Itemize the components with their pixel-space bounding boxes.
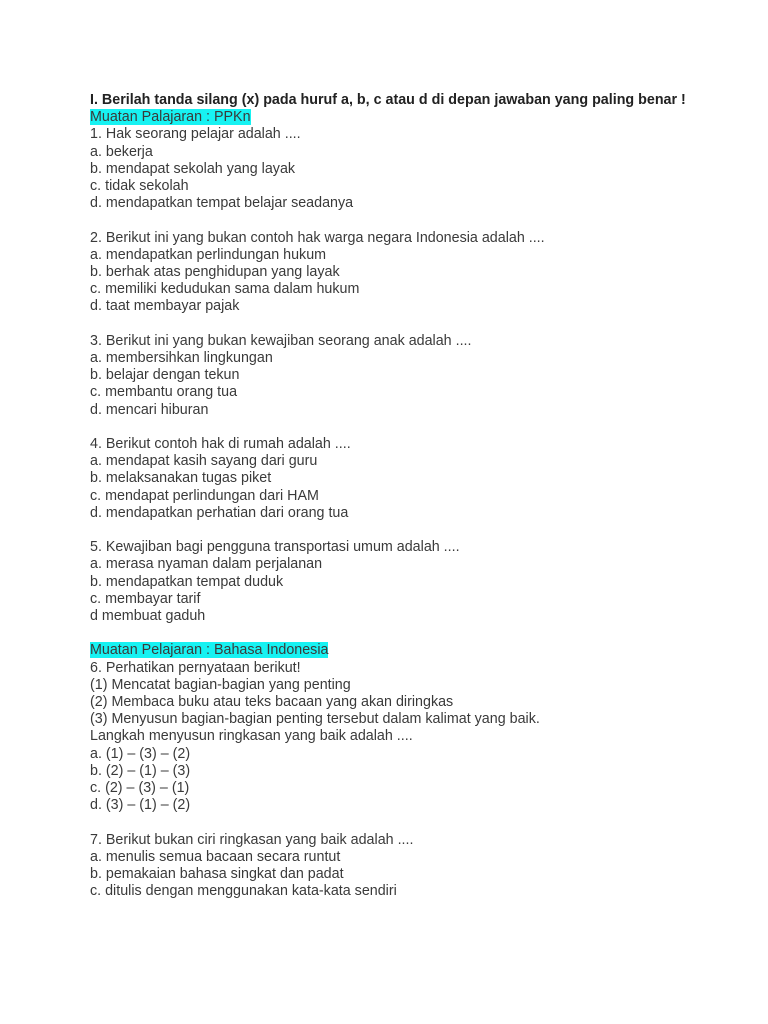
- question-text: 1. Hak seorang pelajar adalah ....: [90, 126, 301, 143]
- answer-option: b. melaksanakan tugas piket: [90, 470, 272, 487]
- answer-option: b. pemakaian bahasa singkat dan padat: [90, 866, 344, 883]
- question-1: [90, 126, 750, 212]
- answer-option: d. mendapatkan tempat belajar seadanya: [90, 195, 354, 212]
- answer-option: c. ditulis dengan menggunakan kata-kata sendiri: [90, 883, 397, 900]
- spacer: [90, 316, 750, 333]
- spacer: [90, 625, 750, 642]
- answer-option: c. membantu orang tua: [90, 384, 238, 401]
- question-4: [90, 436, 750, 522]
- answer-option: a. merasa nyaman dalam perjalanan: [90, 556, 323, 573]
- answer-option: d. mencari hiburan: [90, 401, 209, 418]
- answer-option: b. berhak atas penghidupan yang layak: [90, 264, 340, 281]
- answer-option: b. mendapat sekolah yang layak: [90, 160, 296, 177]
- answer-option: c. membayar tarif: [90, 590, 201, 607]
- answer-option: c. (2) – (3) – (1): [90, 780, 190, 797]
- question-text: 2. Berikut ini yang bukan contoh hak warga negara Indonesia adalah ....: [90, 229, 545, 246]
- answer-option: a. menulis semua bacaan secara runtut: [90, 848, 341, 865]
- answer-option: a. bekerja: [90, 143, 153, 160]
- answer-option: a. membersihkan lingkungan: [90, 350, 273, 367]
- statement-line: (1) Mencatat bagian-bagian yang penting: [90, 676, 351, 693]
- answer-option: a. mendapat kasih sayang dari guru: [90, 453, 318, 470]
- answer-option: a. mendapatkan perlindungan hukum: [90, 246, 327, 263]
- answer-option: a. (1) – (3) – (2): [90, 745, 191, 762]
- question-3: [90, 333, 750, 419]
- answer-option: c. mendapat perlindungan dari HAM: [90, 487, 319, 504]
- spacer: [90, 814, 750, 831]
- question-6: [90, 660, 750, 815]
- question-text: 4. Berikut contoh hak di rumah adalah ....: [90, 436, 351, 453]
- answer-option: b. belajar dengan tekun: [90, 367, 240, 384]
- answer-option: d. mendapatkan perhatian dari orang tua: [90, 504, 349, 521]
- answer-option: d. (3) – (1) – (2): [90, 797, 191, 814]
- spacer: [90, 212, 750, 229]
- question-5: [90, 539, 750, 625]
- question-text: 6. Perhatikan pernyataan berikut!: [90, 659, 301, 676]
- question-2: [90, 230, 750, 316]
- question-text: 7. Berikut bukan ciri ringkasan yang baik adalah ....: [90, 831, 414, 848]
- answer-option: b. (2) – (1) – (3): [90, 762, 191, 779]
- spacer: [90, 419, 750, 436]
- subject-highlight: Muatan Palajaran : PPKn: [90, 109, 251, 126]
- question-text: 5. Kewajiban bagi pengguna transportasi umum adalah ....: [90, 539, 460, 556]
- answer-option: d membuat gaduh: [90, 608, 206, 625]
- answer-option: c. tidak sekolah: [90, 178, 189, 195]
- question-text: 3. Berikut ini yang bukan kewajiban seorang anak adalah ....: [90, 332, 472, 349]
- spacer: [90, 522, 750, 539]
- worksheet-page: [90, 92, 750, 900]
- statement-line: (3) Menyusun bagian-bagian penting tersebut dalam kalimat yang baik.: [90, 711, 540, 728]
- question-prompt: Langkah menyusun ringkasan yang baik adalah ....: [90, 728, 413, 745]
- statement-line: (2) Membaca buku atau teks bacaan yang akan diringkas: [90, 694, 454, 711]
- subject-label-ppkn: [90, 109, 750, 126]
- subject-highlight: Muatan Pelajaran : Bahasa Indonesia: [90, 642, 329, 659]
- answer-option: b. mendapatkan tempat duduk: [90, 573, 284, 590]
- subject-label-bahasa-indonesia: [90, 642, 750, 659]
- question-7: [90, 832, 750, 901]
- instruction-heading: I. Berilah tanda silang (x) pada huruf a, b, c atau d di depan jawaban yang paling benar !: [90, 92, 686, 108]
- answer-option: d. taat membayar pajak: [90, 298, 240, 315]
- answer-option: c. memiliki kedudukan sama dalam hukum: [90, 281, 360, 298]
